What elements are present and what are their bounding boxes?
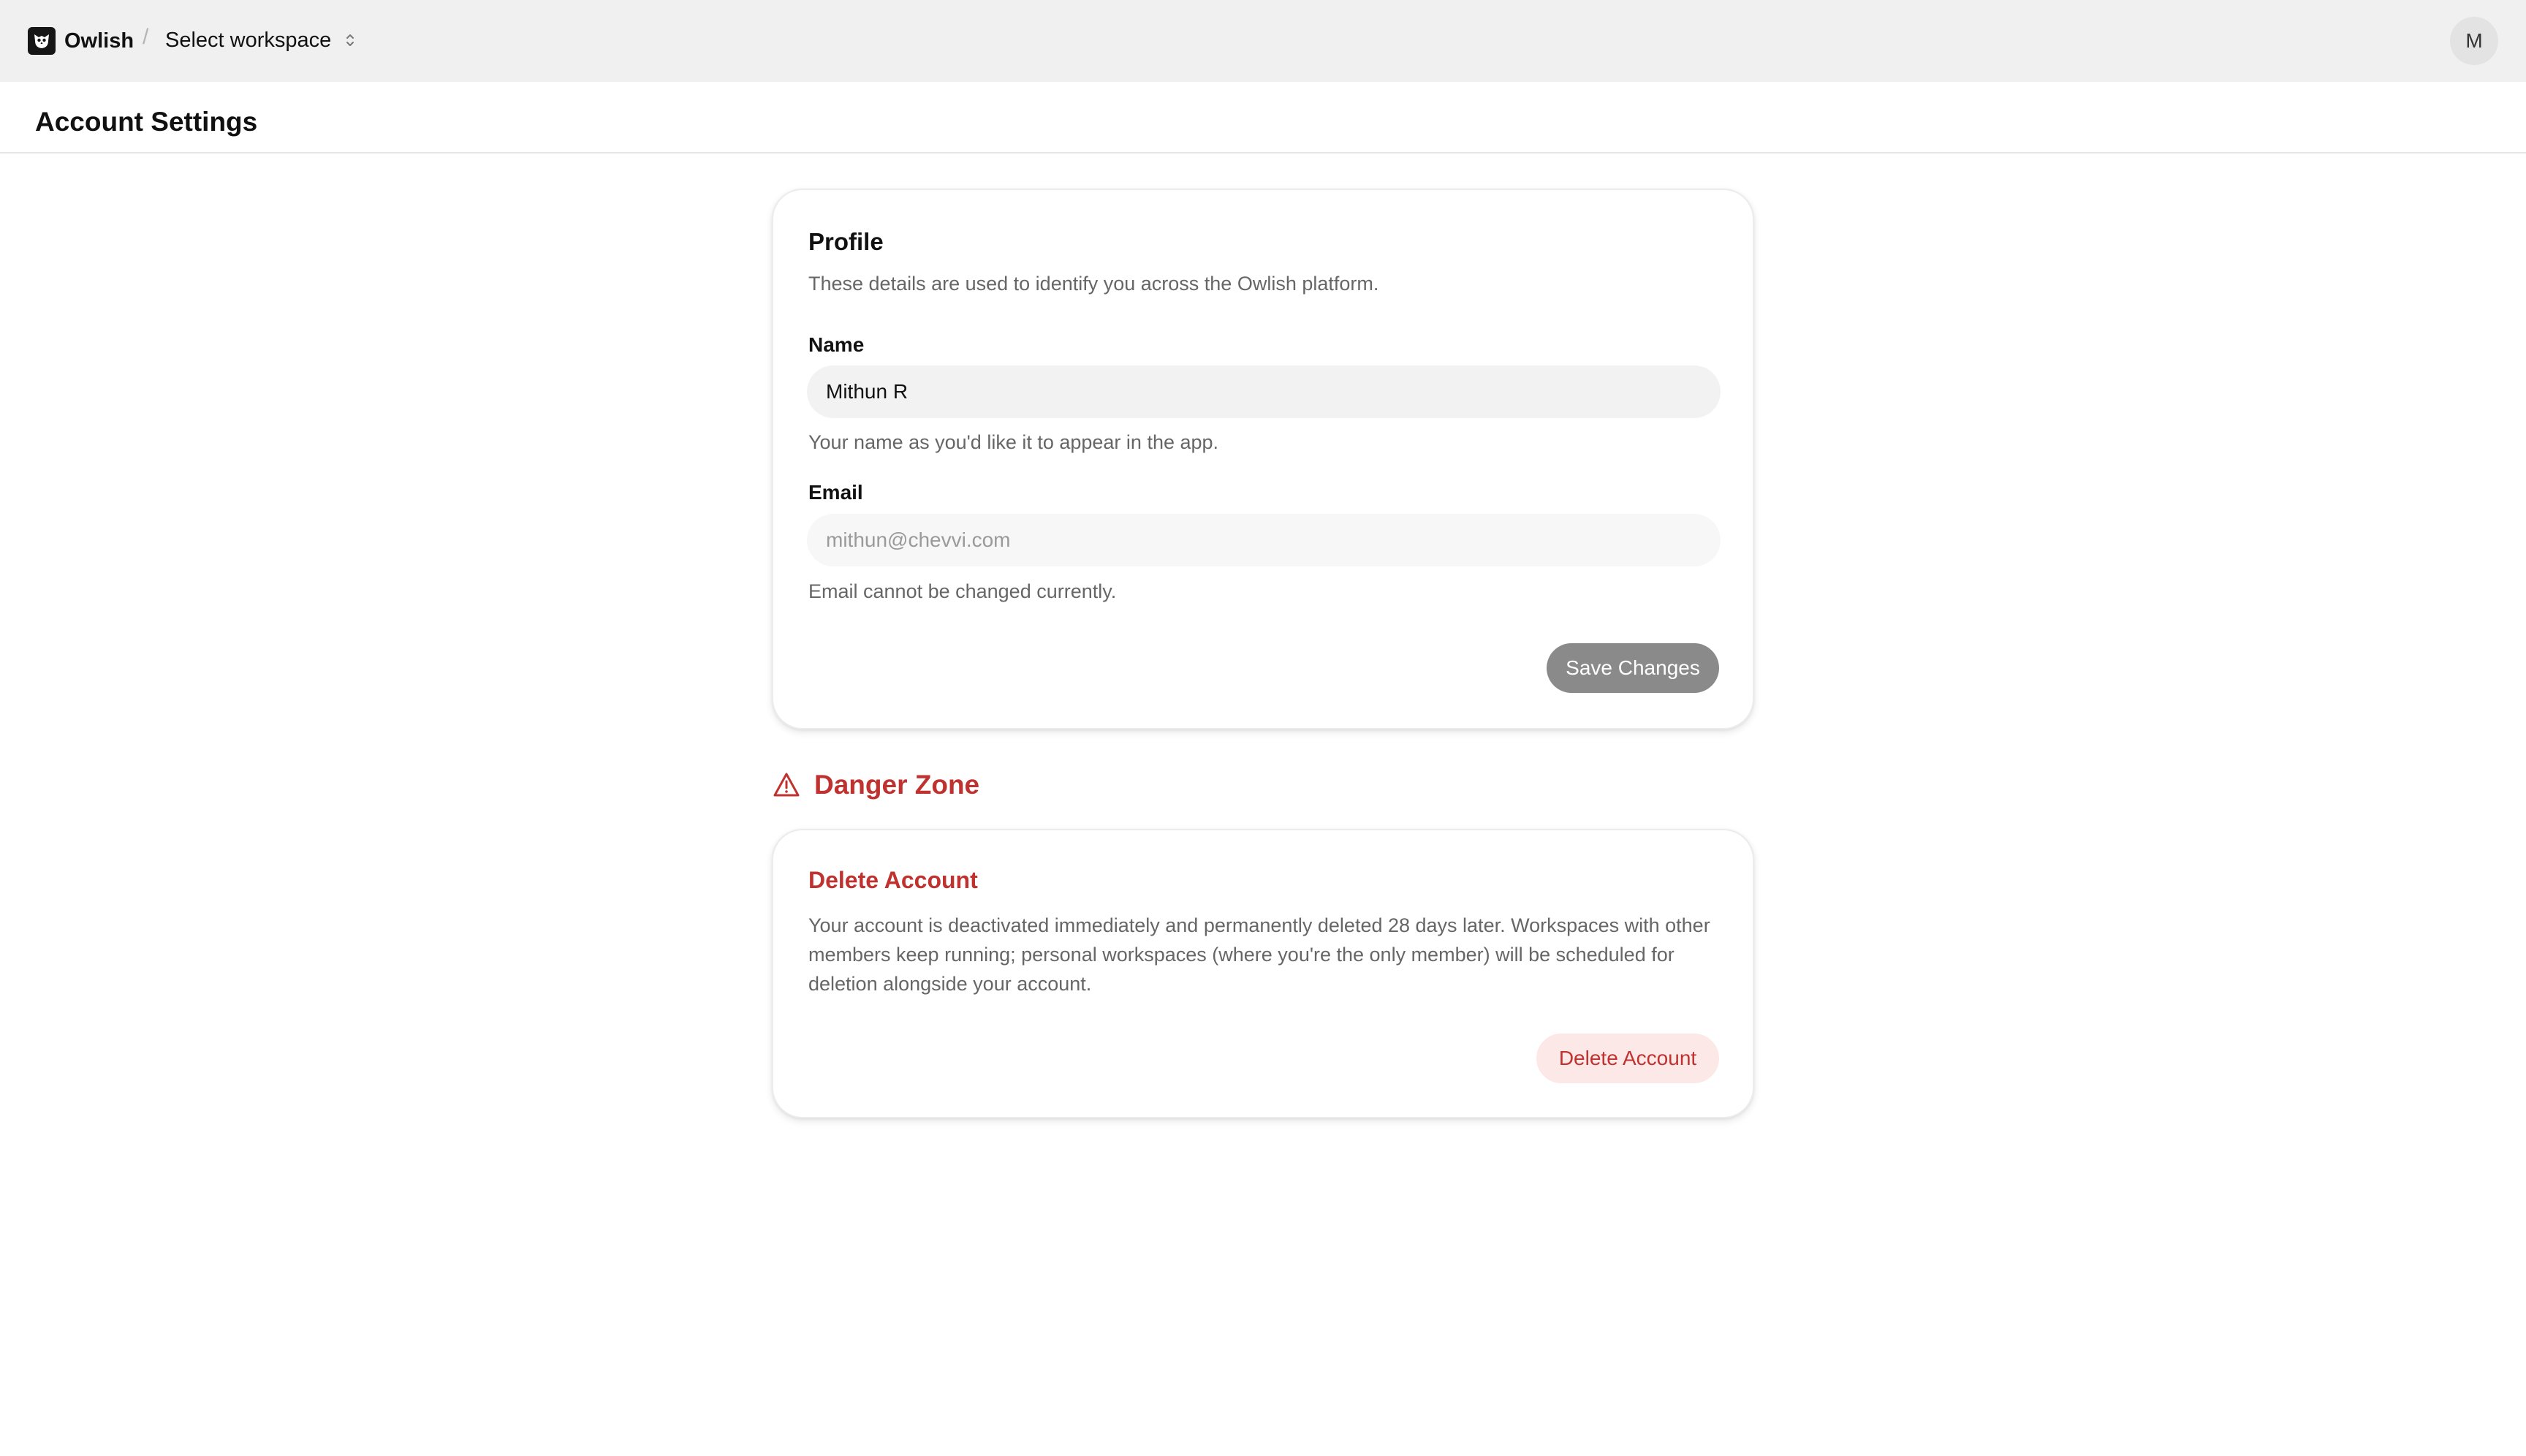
name-input[interactable] bbox=[807, 365, 1721, 418]
breadcrumb-separator: / bbox=[143, 25, 149, 49]
owl-logo-icon bbox=[28, 27, 56, 55]
page-header bbox=[0, 82, 2526, 153]
delete-account-card bbox=[772, 829, 1754, 1118]
delete-account-description: Your account is deactivated immediately and permanently deleted 28 days later. Workspaces with other members keep running; personal workspaces (where you're the only member) will be scheduled for deletion alongside your account. bbox=[808, 914, 1710, 995]
app-name: Owlish bbox=[64, 29, 134, 53]
email-label: Email bbox=[808, 481, 863, 504]
profile-title: Profile bbox=[808, 228, 884, 255]
workspace-switcher[interactable] bbox=[165, 23, 356, 57]
save-changes-button[interactable]: Save Changes bbox=[1547, 643, 1719, 693]
email-input[interactable] bbox=[807, 514, 1721, 566]
chevron-up-down-icon bbox=[344, 31, 356, 50]
workspace-switcher-label: Select workspace bbox=[165, 28, 332, 52]
page-title: Account Settings bbox=[35, 107, 258, 137]
name-label: Name bbox=[808, 333, 865, 356]
warning-triangle-icon bbox=[772, 770, 801, 800]
email-hint: Email cannot be changed currently. bbox=[808, 580, 1117, 602]
delete-account-button[interactable]: Delete Account bbox=[1536, 1034, 1719, 1083]
danger-zone-title: Danger Zone bbox=[814, 770, 980, 800]
top-bar bbox=[0, 0, 2526, 82]
danger-zone-heading bbox=[772, 767, 979, 803]
brand[interactable] bbox=[28, 26, 134, 56]
profile-card bbox=[772, 189, 1754, 729]
profile-description: These details are used to identify you across the Owlish platform. bbox=[808, 273, 1379, 295]
delete-account-title: Delete Account bbox=[808, 867, 978, 893]
name-hint: Your name as you'd like it to appear in the app. bbox=[808, 431, 1219, 453]
user-avatar[interactable]: M bbox=[2450, 17, 2498, 65]
